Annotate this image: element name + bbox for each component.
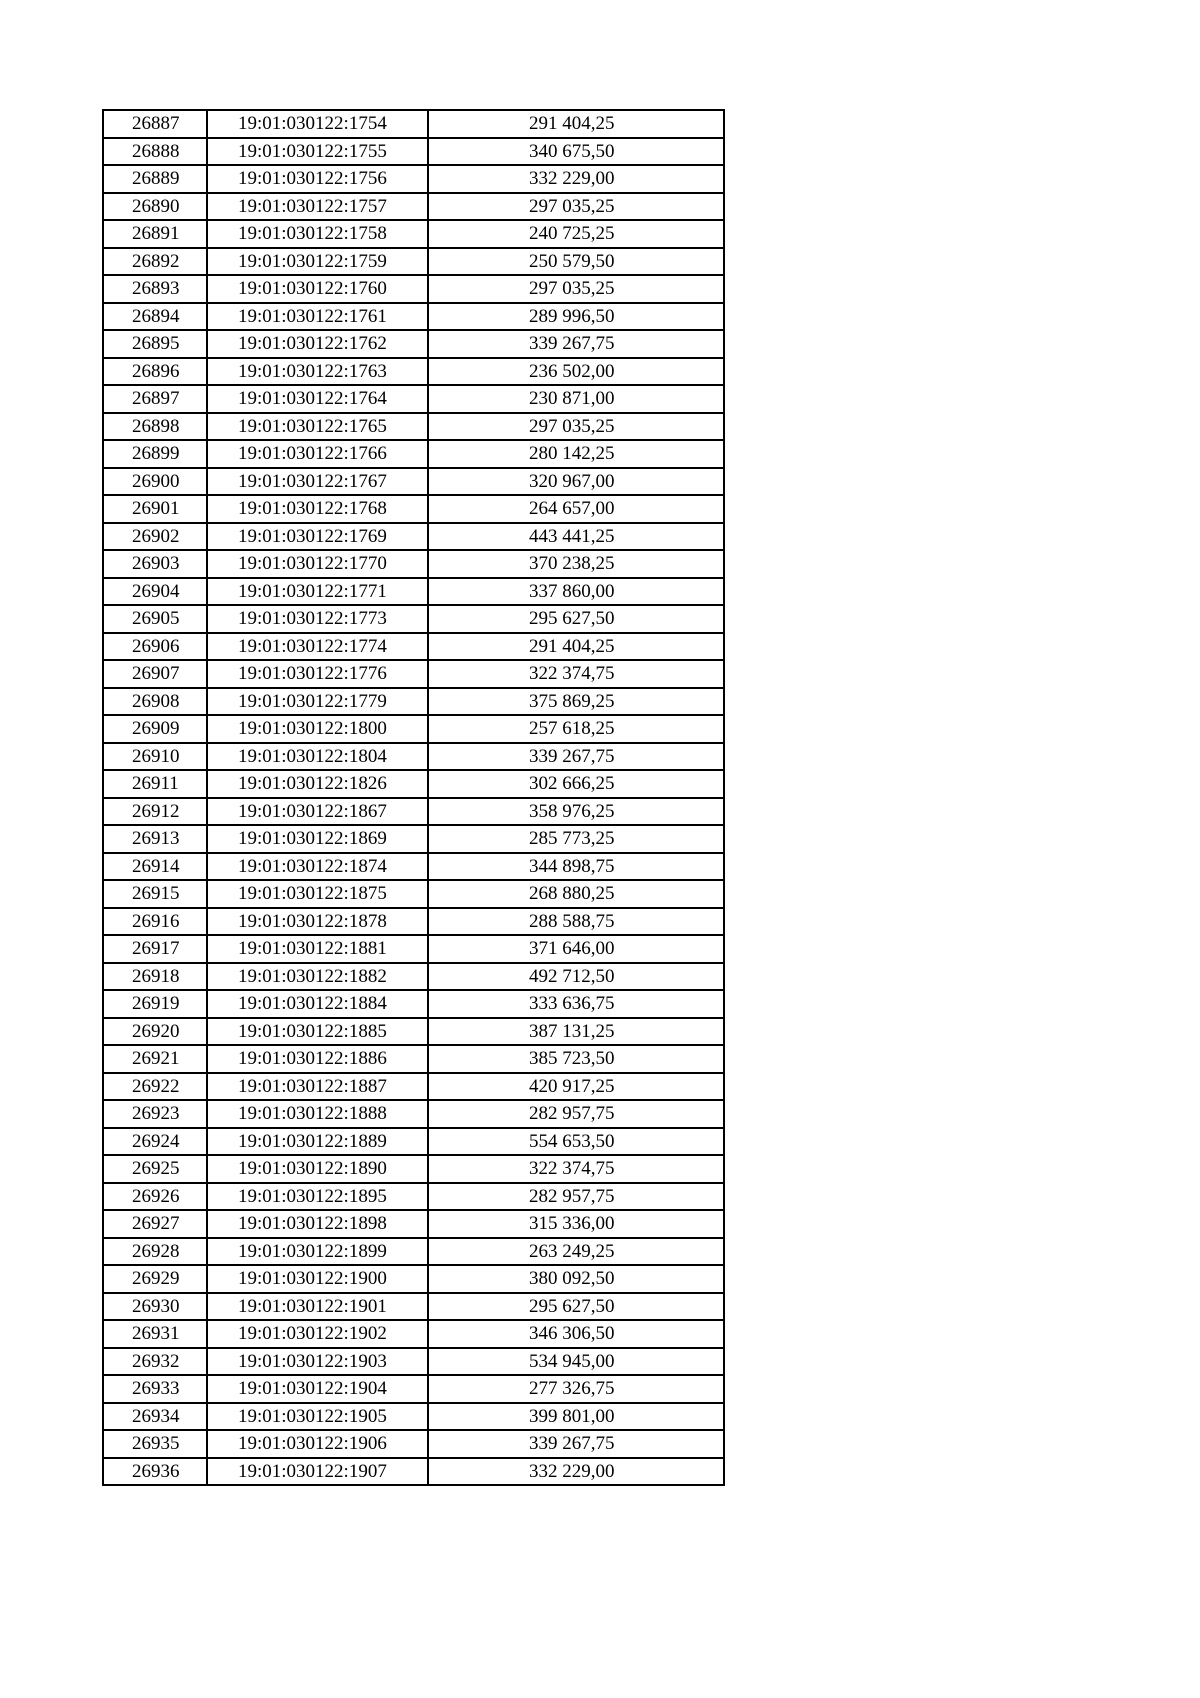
cadastral-number-cell: 19:01:030122:1907 (207, 1458, 428, 1486)
row-number-cell: 26908 (103, 688, 207, 716)
table-row (103, 358, 724, 386)
cadastral-number-cell: 19:01:030122:1869 (207, 825, 428, 853)
cadastral-number-cell: 19:01:030122:1886 (207, 1045, 428, 1073)
amount-cell: 297 035,25 (428, 413, 724, 441)
amount-cell: 399 801,00 (428, 1403, 724, 1431)
row-number-cell: 26892 (103, 248, 207, 276)
table-row (103, 633, 724, 661)
table-row (103, 1100, 724, 1128)
table-row (103, 495, 724, 523)
cadastral-number-cell: 19:01:030122:1901 (207, 1293, 428, 1321)
row-number-cell: 26926 (103, 1183, 207, 1211)
row-number-cell: 26904 (103, 578, 207, 606)
row-number-cell: 26910 (103, 743, 207, 771)
amount-cell: 295 627,50 (428, 605, 724, 633)
row-number-cell: 26899 (103, 440, 207, 468)
row-number-cell: 26915 (103, 880, 207, 908)
table-row (103, 880, 724, 908)
table-row (103, 440, 724, 468)
row-number-cell: 26933 (103, 1375, 207, 1403)
amount-cell: 257 618,25 (428, 715, 724, 743)
table-row (103, 743, 724, 771)
table-row (103, 220, 724, 248)
amount-cell: 380 092,50 (428, 1265, 724, 1293)
row-number-cell: 26895 (103, 330, 207, 358)
row-number-cell: 26913 (103, 825, 207, 853)
amount-cell: 322 374,75 (428, 660, 724, 688)
cadastral-number-cell: 19:01:030122:1763 (207, 358, 428, 386)
table-row (103, 578, 724, 606)
amount-cell: 332 229,00 (428, 165, 724, 193)
amount-cell: 443 441,25 (428, 523, 724, 551)
cadastral-number-cell: 19:01:030122:1906 (207, 1430, 428, 1458)
row-number-cell: 26922 (103, 1073, 207, 1101)
data-table (102, 109, 725, 1486)
amount-cell: 297 035,25 (428, 193, 724, 221)
row-number-cell: 26888 (103, 138, 207, 166)
cadastral-number-cell: 19:01:030122:1881 (207, 935, 428, 963)
cadastral-number-cell: 19:01:030122:1826 (207, 770, 428, 798)
row-number-cell: 26890 (103, 193, 207, 221)
amount-cell: 420 917,25 (428, 1073, 724, 1101)
amount-cell: 289 996,50 (428, 303, 724, 331)
amount-cell: 285 773,25 (428, 825, 724, 853)
row-number-cell: 26896 (103, 358, 207, 386)
row-number-cell: 26906 (103, 633, 207, 661)
row-number-cell: 26928 (103, 1238, 207, 1266)
row-number-cell: 26897 (103, 385, 207, 413)
row-number-cell: 26916 (103, 908, 207, 936)
amount-cell: 322 374,75 (428, 1155, 724, 1183)
row-number-cell: 26923 (103, 1100, 207, 1128)
row-number-cell: 26889 (103, 165, 207, 193)
row-number-cell: 26936 (103, 1458, 207, 1486)
amount-cell: 320 967,00 (428, 468, 724, 496)
cadastral-number-cell: 19:01:030122:1761 (207, 303, 428, 331)
cadastral-number-cell: 19:01:030122:1769 (207, 523, 428, 551)
cadastral-number-cell: 19:01:030122:1773 (207, 605, 428, 633)
row-number-cell: 26914 (103, 853, 207, 881)
amount-cell: 291 404,25 (428, 110, 724, 138)
amount-cell: 230 871,00 (428, 385, 724, 413)
amount-cell: 263 249,25 (428, 1238, 724, 1266)
amount-cell: 264 657,00 (428, 495, 724, 523)
table-row (103, 688, 724, 716)
cadastral-number-cell: 19:01:030122:1905 (207, 1403, 428, 1431)
cadastral-number-cell: 19:01:030122:1776 (207, 660, 428, 688)
table-row (103, 935, 724, 963)
table-row (103, 1458, 724, 1486)
row-number-cell: 26927 (103, 1210, 207, 1238)
amount-cell: 332 229,00 (428, 1458, 724, 1486)
cadastral-number-cell: 19:01:030122:1888 (207, 1100, 428, 1128)
row-number-cell: 26917 (103, 935, 207, 963)
amount-cell: 337 860,00 (428, 578, 724, 606)
cadastral-number-cell: 19:01:030122:1867 (207, 798, 428, 826)
amount-cell: 288 588,75 (428, 908, 724, 936)
cadastral-number-cell: 19:01:030122:1765 (207, 413, 428, 441)
amount-cell: 387 131,25 (428, 1018, 724, 1046)
table-row (103, 1018, 724, 1046)
amount-cell: 297 035,25 (428, 275, 724, 303)
amount-cell: 236 502,00 (428, 358, 724, 386)
row-number-cell: 26911 (103, 770, 207, 798)
table-row (103, 1430, 724, 1458)
row-number-cell: 26932 (103, 1348, 207, 1376)
cadastral-number-cell: 19:01:030122:1887 (207, 1073, 428, 1101)
cadastral-number-cell: 19:01:030122:1771 (207, 578, 428, 606)
cadastral-number-cell: 19:01:030122:1804 (207, 743, 428, 771)
amount-cell: 492 712,50 (428, 963, 724, 991)
cadastral-number-cell: 19:01:030122:1770 (207, 550, 428, 578)
row-number-cell: 26909 (103, 715, 207, 743)
amount-cell: 315 336,00 (428, 1210, 724, 1238)
table-row (103, 1320, 724, 1348)
cadastral-number-cell: 19:01:030122:1757 (207, 193, 428, 221)
amount-cell: 339 267,75 (428, 743, 724, 771)
row-number-cell: 26929 (103, 1265, 207, 1293)
row-number-cell: 26887 (103, 110, 207, 138)
amount-cell: 295 627,50 (428, 1293, 724, 1321)
table-row (103, 990, 724, 1018)
cadastral-number-cell: 19:01:030122:1895 (207, 1183, 428, 1211)
table-row (103, 715, 724, 743)
cadastral-number-cell: 19:01:030122:1889 (207, 1128, 428, 1156)
table-row (103, 1155, 724, 1183)
row-number-cell: 26920 (103, 1018, 207, 1046)
row-number-cell: 26893 (103, 275, 207, 303)
row-number-cell: 26907 (103, 660, 207, 688)
cadastral-number-cell: 19:01:030122:1902 (207, 1320, 428, 1348)
table-row (103, 385, 724, 413)
table-row (103, 1293, 724, 1321)
amount-cell: 268 880,25 (428, 880, 724, 908)
cadastral-number-cell: 19:01:030122:1874 (207, 853, 428, 881)
table-row (103, 605, 724, 633)
table-row (103, 1238, 724, 1266)
table-row (103, 825, 724, 853)
amount-cell: 340 675,50 (428, 138, 724, 166)
amount-cell: 534 945,00 (428, 1348, 724, 1376)
row-number-cell: 26894 (103, 303, 207, 331)
table-row (103, 1265, 724, 1293)
row-number-cell: 26935 (103, 1430, 207, 1458)
table-row (103, 1073, 724, 1101)
table-row (103, 1210, 724, 1238)
cadastral-number-cell: 19:01:030122:1754 (207, 110, 428, 138)
table-row (103, 165, 724, 193)
cadastral-number-cell: 19:01:030122:1758 (207, 220, 428, 248)
cadastral-number-cell: 19:01:030122:1755 (207, 138, 428, 166)
cadastral-number-cell: 19:01:030122:1884 (207, 990, 428, 1018)
table-row (103, 770, 724, 798)
cadastral-number-cell: 19:01:030122:1768 (207, 495, 428, 523)
table-row (103, 660, 724, 688)
cadastral-number-cell: 19:01:030122:1767 (207, 468, 428, 496)
table-row (103, 1045, 724, 1073)
table-row (103, 275, 724, 303)
table-row (103, 963, 724, 991)
amount-cell: 375 869,25 (428, 688, 724, 716)
cadastral-number-cell: 19:01:030122:1766 (207, 440, 428, 468)
row-number-cell: 26925 (103, 1155, 207, 1183)
cadastral-number-cell: 19:01:030122:1898 (207, 1210, 428, 1238)
amount-cell: 277 326,75 (428, 1375, 724, 1403)
table-row (103, 798, 724, 826)
amount-cell: 346 306,50 (428, 1320, 724, 1348)
row-number-cell: 26901 (103, 495, 207, 523)
table-row (103, 1375, 724, 1403)
amount-cell: 282 957,75 (428, 1100, 724, 1128)
cadastral-number-cell: 19:01:030122:1759 (207, 248, 428, 276)
table-row (103, 1348, 724, 1376)
table-row (103, 550, 724, 578)
row-number-cell: 26891 (103, 220, 207, 248)
cadastral-number-cell: 19:01:030122:1756 (207, 165, 428, 193)
cadastral-number-cell: 19:01:030122:1800 (207, 715, 428, 743)
row-number-cell: 26903 (103, 550, 207, 578)
amount-cell: 385 723,50 (428, 1045, 724, 1073)
cadastral-number-cell: 19:01:030122:1899 (207, 1238, 428, 1266)
row-number-cell: 26900 (103, 468, 207, 496)
table-row (103, 908, 724, 936)
amount-cell: 339 267,75 (428, 1430, 724, 1458)
row-number-cell: 26918 (103, 963, 207, 991)
amount-cell: 282 957,75 (428, 1183, 724, 1211)
table-row (103, 468, 724, 496)
amount-cell: 291 404,25 (428, 633, 724, 661)
amount-cell: 280 142,25 (428, 440, 724, 468)
cadastral-number-cell: 19:01:030122:1762 (207, 330, 428, 358)
row-number-cell: 26902 (103, 523, 207, 551)
cadastral-number-cell: 19:01:030122:1875 (207, 880, 428, 908)
table-row (103, 248, 724, 276)
cadastral-number-cell: 19:01:030122:1774 (207, 633, 428, 661)
row-number-cell: 26912 (103, 798, 207, 826)
table-row (103, 138, 724, 166)
row-number-cell: 26919 (103, 990, 207, 1018)
row-number-cell: 26905 (103, 605, 207, 633)
table-row (103, 110, 724, 138)
cadastral-number-cell: 19:01:030122:1885 (207, 1018, 428, 1046)
amount-cell: 358 976,25 (428, 798, 724, 826)
cadastral-number-cell: 19:01:030122:1890 (207, 1155, 428, 1183)
row-number-cell: 26930 (103, 1293, 207, 1321)
table-row (103, 1128, 724, 1156)
row-number-cell: 26931 (103, 1320, 207, 1348)
table-row (103, 303, 724, 331)
row-number-cell: 26921 (103, 1045, 207, 1073)
amount-cell: 333 636,75 (428, 990, 724, 1018)
amount-cell: 250 579,50 (428, 248, 724, 276)
cadastral-number-cell: 19:01:030122:1878 (207, 908, 428, 936)
row-number-cell: 26934 (103, 1403, 207, 1431)
amount-cell: 344 898,75 (428, 853, 724, 881)
cadastral-number-cell: 19:01:030122:1903 (207, 1348, 428, 1376)
row-number-cell: 26924 (103, 1128, 207, 1156)
table-row (103, 413, 724, 441)
amount-cell: 370 238,25 (428, 550, 724, 578)
cadastral-number-cell: 19:01:030122:1764 (207, 385, 428, 413)
cadastral-number-cell: 19:01:030122:1904 (207, 1375, 428, 1403)
cadastral-number-cell: 19:01:030122:1760 (207, 275, 428, 303)
cadastral-number-cell: 19:01:030122:1900 (207, 1265, 428, 1293)
amount-cell: 339 267,75 (428, 330, 724, 358)
row-number-cell: 26898 (103, 413, 207, 441)
cadastral-number-cell: 19:01:030122:1882 (207, 963, 428, 991)
table-body (103, 110, 724, 1485)
table-row (103, 853, 724, 881)
table-row (103, 1403, 724, 1431)
amount-cell: 240 725,25 (428, 220, 724, 248)
amount-cell: 302 666,25 (428, 770, 724, 798)
cadastral-number-cell: 19:01:030122:1779 (207, 688, 428, 716)
amount-cell: 554 653,50 (428, 1128, 724, 1156)
table-row (103, 330, 724, 358)
amount-cell: 371 646,00 (428, 935, 724, 963)
table-row (103, 523, 724, 551)
table-row (103, 1183, 724, 1211)
table-row (103, 193, 724, 221)
